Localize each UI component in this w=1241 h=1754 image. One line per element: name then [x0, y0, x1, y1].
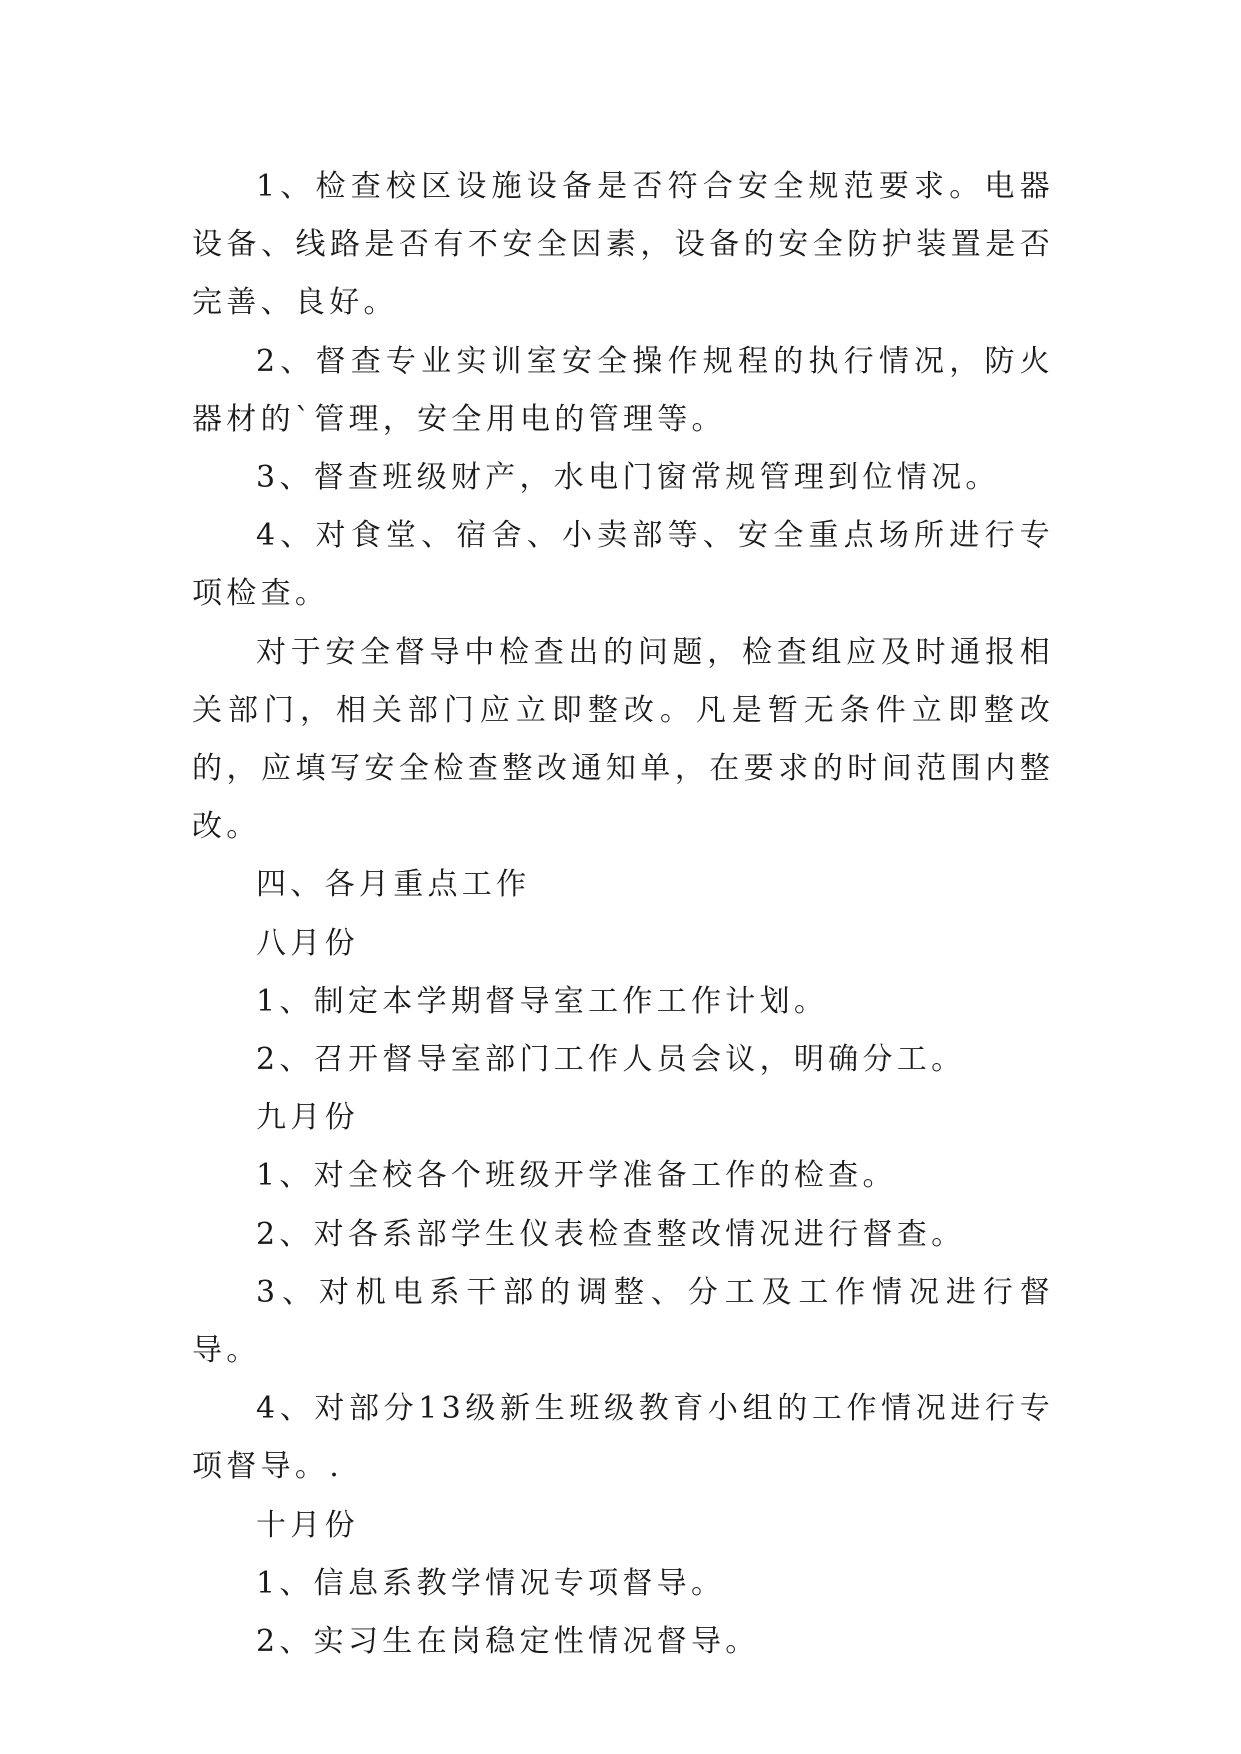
list-item-september-3: 3、对机电系干部的调整、分工及工作情况进行督导。 [192, 1274, 1054, 1369]
list-item-october-2: 2、实习生在岗稳定性情况督导。 [256, 1624, 760, 1660]
paragraph-class-property: 3、督查班级财产，水电门窗常规管理到位情况。 [256, 460, 1000, 496]
paragraph-training-room-safety: 2、督查专业实训室安全操作规程的执行情况，防火器材的`管理，安全用电的管理等。 [192, 343, 1054, 437]
list-item-september-2: 2、对各系部学生仪表检查整改情况进行督查。 [256, 1216, 966, 1252]
month-heading-september: 九月份 [256, 1100, 359, 1136]
list-item-august-1: 1、制定本学期督导室工作工作计划。 [256, 983, 829, 1019]
list-item-october-1: 1、信息系教学情况专项督导。 [256, 1565, 726, 1601]
month-heading-august: 八月份 [256, 925, 359, 961]
paragraph-key-locations: 4、对食堂、宿舍、小卖部等、安全重点场所进行专项检查。 [192, 518, 1054, 612]
paragraph-rectification: 对于安全督导中检查出的问题，检查组应及时通报相关部门，相关部门应立即整改。凡是暂无条件立即整改的，应填写安全检查整改通知单，在要求的时间范围内整改。 [192, 634, 1054, 845]
month-heading-october: 十月份 [256, 1507, 359, 1543]
list-item-september-4: 4、对部分13级新生班级教育小组的工作情况进行专项督导。. [192, 1391, 1054, 1485]
section-heading-monthly-work: 四、各月重点工作 [256, 867, 531, 903]
paragraph-check-facilities: 1、检查校区设施设备是否符合安全规范要求。电器设备、线路是否有不安全因素，设备的安全防护装置是否完善、良好。 [192, 169, 1054, 321]
list-item-august-2: 2、召开督导室部门工作人员会议，明确分工。 [256, 1042, 966, 1078]
document-body [192, 158, 1054, 1671]
list-item-september-1: 1、对全校各个班级开学准备工作的检查。 [256, 1158, 897, 1194]
